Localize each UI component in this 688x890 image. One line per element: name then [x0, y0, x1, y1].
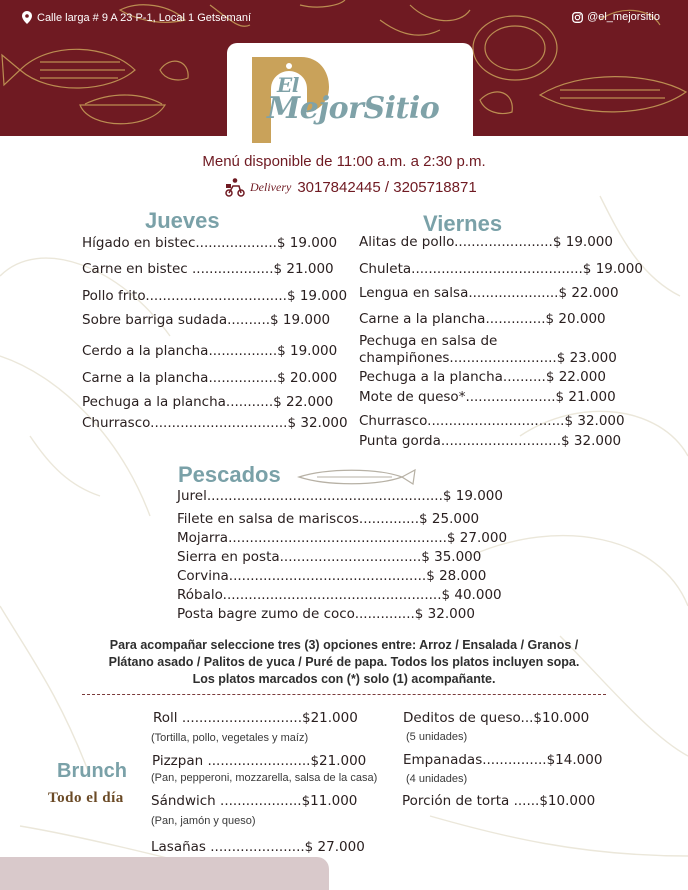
menu-item: Alitas de pollo.......................$ 19.000 [359, 234, 613, 250]
jueves-title: Jueves [145, 208, 220, 233]
menu-item: Porción de torta ......$10.000 [402, 793, 596, 809]
availability-hours: Menú disponible de 11:00 a.m. a 2:30 p.m. [202, 153, 486, 170]
logo-card [227, 43, 473, 155]
menu-item: Sobre barriga sudada..........$ 19.000 [82, 312, 331, 328]
note-line: Plátano asado / Palitos de yuca / Puré de papa. Todos los platos incluyen sopa. [108, 655, 580, 669]
dashed-divider [82, 694, 606, 695]
menu-item: Roll ............................$21.000 [153, 710, 358, 726]
instagram-handle[interactable] [572, 11, 660, 23]
pescados-title: Pescados [178, 462, 281, 487]
brunch-title: Brunch [57, 760, 127, 782]
menu-item: Mote de queso*.....................$ 21.000 [359, 389, 616, 405]
address-text: Calle larga # 9 A 23 P-1, Local 1 Getsemaní [37, 11, 252, 24]
item-description: (Pan, jamón y queso) [151, 815, 256, 827]
menu-item: Chuleta........................................$ 19.000 [359, 261, 643, 277]
menu-item: Carne a la plancha................$ 20.000 [82, 370, 338, 386]
menu-item: Carne a la plancha..............$ 20.000 [359, 311, 606, 327]
menu-item: Pollo frito.................................$ 19.000 [82, 288, 348, 304]
menu-item: Lengua en salsa.....................$ 22.000 [359, 285, 619, 301]
item-description: (5 unidades) [406, 731, 468, 743]
menu-item: Pechuga a la plancha...........$ 22.000 [82, 394, 334, 410]
instagram-text: @el_mejorsitio [587, 11, 660, 23]
logo-name: MejorSitio [267, 91, 440, 126]
item-description: (4 unidades) [406, 773, 468, 785]
delivery-label: Delivery [250, 179, 292, 194]
menu-item: Carne en bistec ...................$ 21.000 [82, 261, 334, 277]
location-pin-icon [22, 11, 32, 24]
menu-item: Pizzpan ........................$21.000 [152, 753, 367, 769]
delivery-scooter-icon [224, 177, 246, 197]
menu-item: champiñones.........................$ 23.000 [359, 350, 617, 366]
viernes-title: Viernes [423, 211, 503, 236]
menu-item: Jurel.......................................................$ 19.000 [177, 488, 503, 504]
sides-note [40, 637, 648, 688]
menu-item: Róbalo...................................................$ 40.000 [177, 587, 502, 603]
menu-item: Cerdo a la plancha................$ 19.000 [82, 343, 338, 359]
menu-item: Empanadas...............$14.000 [403, 752, 603, 768]
menu-item: Hígado en bistec...................$ 19.000 [82, 235, 338, 251]
menu-item: Pechuga en salsa de [359, 333, 498, 349]
menu-item: Sándwich ...................$11.000 [151, 793, 358, 809]
logo-wordmark [267, 73, 440, 126]
note-line: Para acompañar seleccione tres (3) opciones entre: Arroz / Ensalada / Granos / [109, 638, 579, 652]
delivery-line [224, 177, 477, 197]
note-line: Los platos marcados con (*) solo (1) acompañante. [192, 672, 496, 686]
menu-item: Deditos de queso...$10.000 [403, 710, 590, 726]
menu-item: Sierra en posta.................................$ 35.000 [177, 549, 482, 565]
menu-item: Filete en salsa de mariscos..............$ 25.000 [177, 511, 480, 527]
menu-item: Lasañas ......................$ 27.000 [151, 839, 365, 855]
phone-numbers[interactable]: 3017842445 / 3205718871 [297, 178, 477, 196]
footer-bar [0, 857, 329, 890]
instagram-icon [572, 12, 583, 23]
menu-item: Corvina..............................................$ 28.000 [177, 568, 487, 584]
fish-icon [297, 468, 417, 486]
menu-item: Churrasco................................$ 32.000 [82, 415, 348, 431]
address [22, 11, 251, 24]
item-description: (Tortilla, pollo, vegetales y maíz) [151, 732, 309, 744]
menu-item: Posta bagre zumo de coco..............$ 32.000 [177, 606, 475, 622]
menu-item: Churrasco................................$ 32.000 [359, 413, 625, 429]
menu-item: Mojarra...................................................$ 27.000 [177, 530, 508, 546]
item-description: (Pan, pepperoni, mozzarella, salsa de la casa) [151, 772, 378, 784]
menu-item: Pechuga a la plancha..........$ 22.000 [359, 369, 606, 385]
logo-el: El [277, 73, 299, 97]
menu-item: Punta gorda............................$ 32.000 [359, 433, 622, 449]
brunch-subtitle: Todo el día [48, 790, 124, 806]
